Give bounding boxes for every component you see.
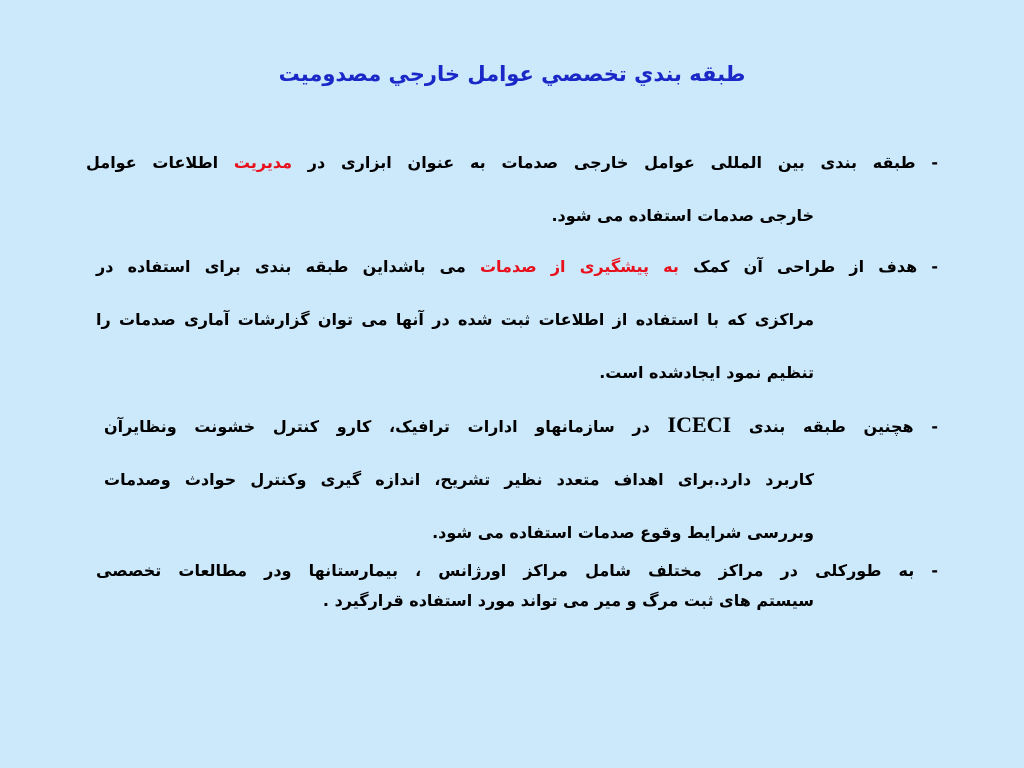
bullet-1-text-a: - طبقه بندی بین المللی عوامل خارجی صدمات به عنوان ابزاری در (291, 153, 938, 172)
bullet-3-line-2: کاربرد دارد.برای اهداف متعدد نظیر تشریح، اندازه گیری وکنترل حوادث وصدمات (104, 470, 814, 489)
bullet-3-line-3: وبررسی شرایط وقوع صدمات استفاده می شود. (432, 523, 814, 542)
bullet-3-iceci: ICECI (667, 412, 732, 437)
bullet-1-text-b: اطلاعات عوامل (86, 153, 234, 172)
bullet-2-highlight: به پیشگیری از صدمات (479, 257, 679, 276)
bullet-4-line-1: - به طورکلی در مراکز مختلف شامل مراکز اورژانس ، بیمارستانها ودر مطالعات تخصصی (96, 561, 938, 580)
bullet-3-text-b: در سازمانهاو ادارات ترافیک، کارو کنترل خشونت ونظایرآن (104, 417, 668, 436)
bullet-2-line-3: تنظیم نمود ایجادشده است. (599, 363, 814, 382)
bullet-1-highlight: مدیریت (233, 153, 292, 172)
bullet-2 (96, 240, 938, 399)
bullet-3-line-1 (104, 398, 938, 453)
slide-title: طبقه بندي تخصصي عوامل خارجي مصدوميت (278, 62, 746, 86)
bullet-3 (104, 398, 938, 559)
bullet-2-line-2: مراکزی که با استفاده از اطلاعات ثبت شده در آنها می توان گزارشات آماری صدمات را (96, 310, 814, 329)
bullet-1-line-2: خارجی صدمات استفاده می شود. (551, 206, 814, 225)
bullet-2-text-b: می باشداین طبقه بندی برای استفاده در (96, 257, 480, 276)
bullet-4-line-2: سیستم های ثبت مرگ و میر می تواند مورد استفاده قرارگیرد . (322, 591, 814, 610)
bullet-3-text-a: - هچنین طبقه بندی (731, 417, 938, 436)
bullet-4 (96, 556, 938, 616)
bullet-1-line-1 (86, 136, 938, 189)
bullet-1 (86, 136, 938, 242)
bullet-2-text-a: - هدف از طراحی آن کمک (678, 257, 939, 276)
bullet-2-line-1 (96, 240, 938, 293)
